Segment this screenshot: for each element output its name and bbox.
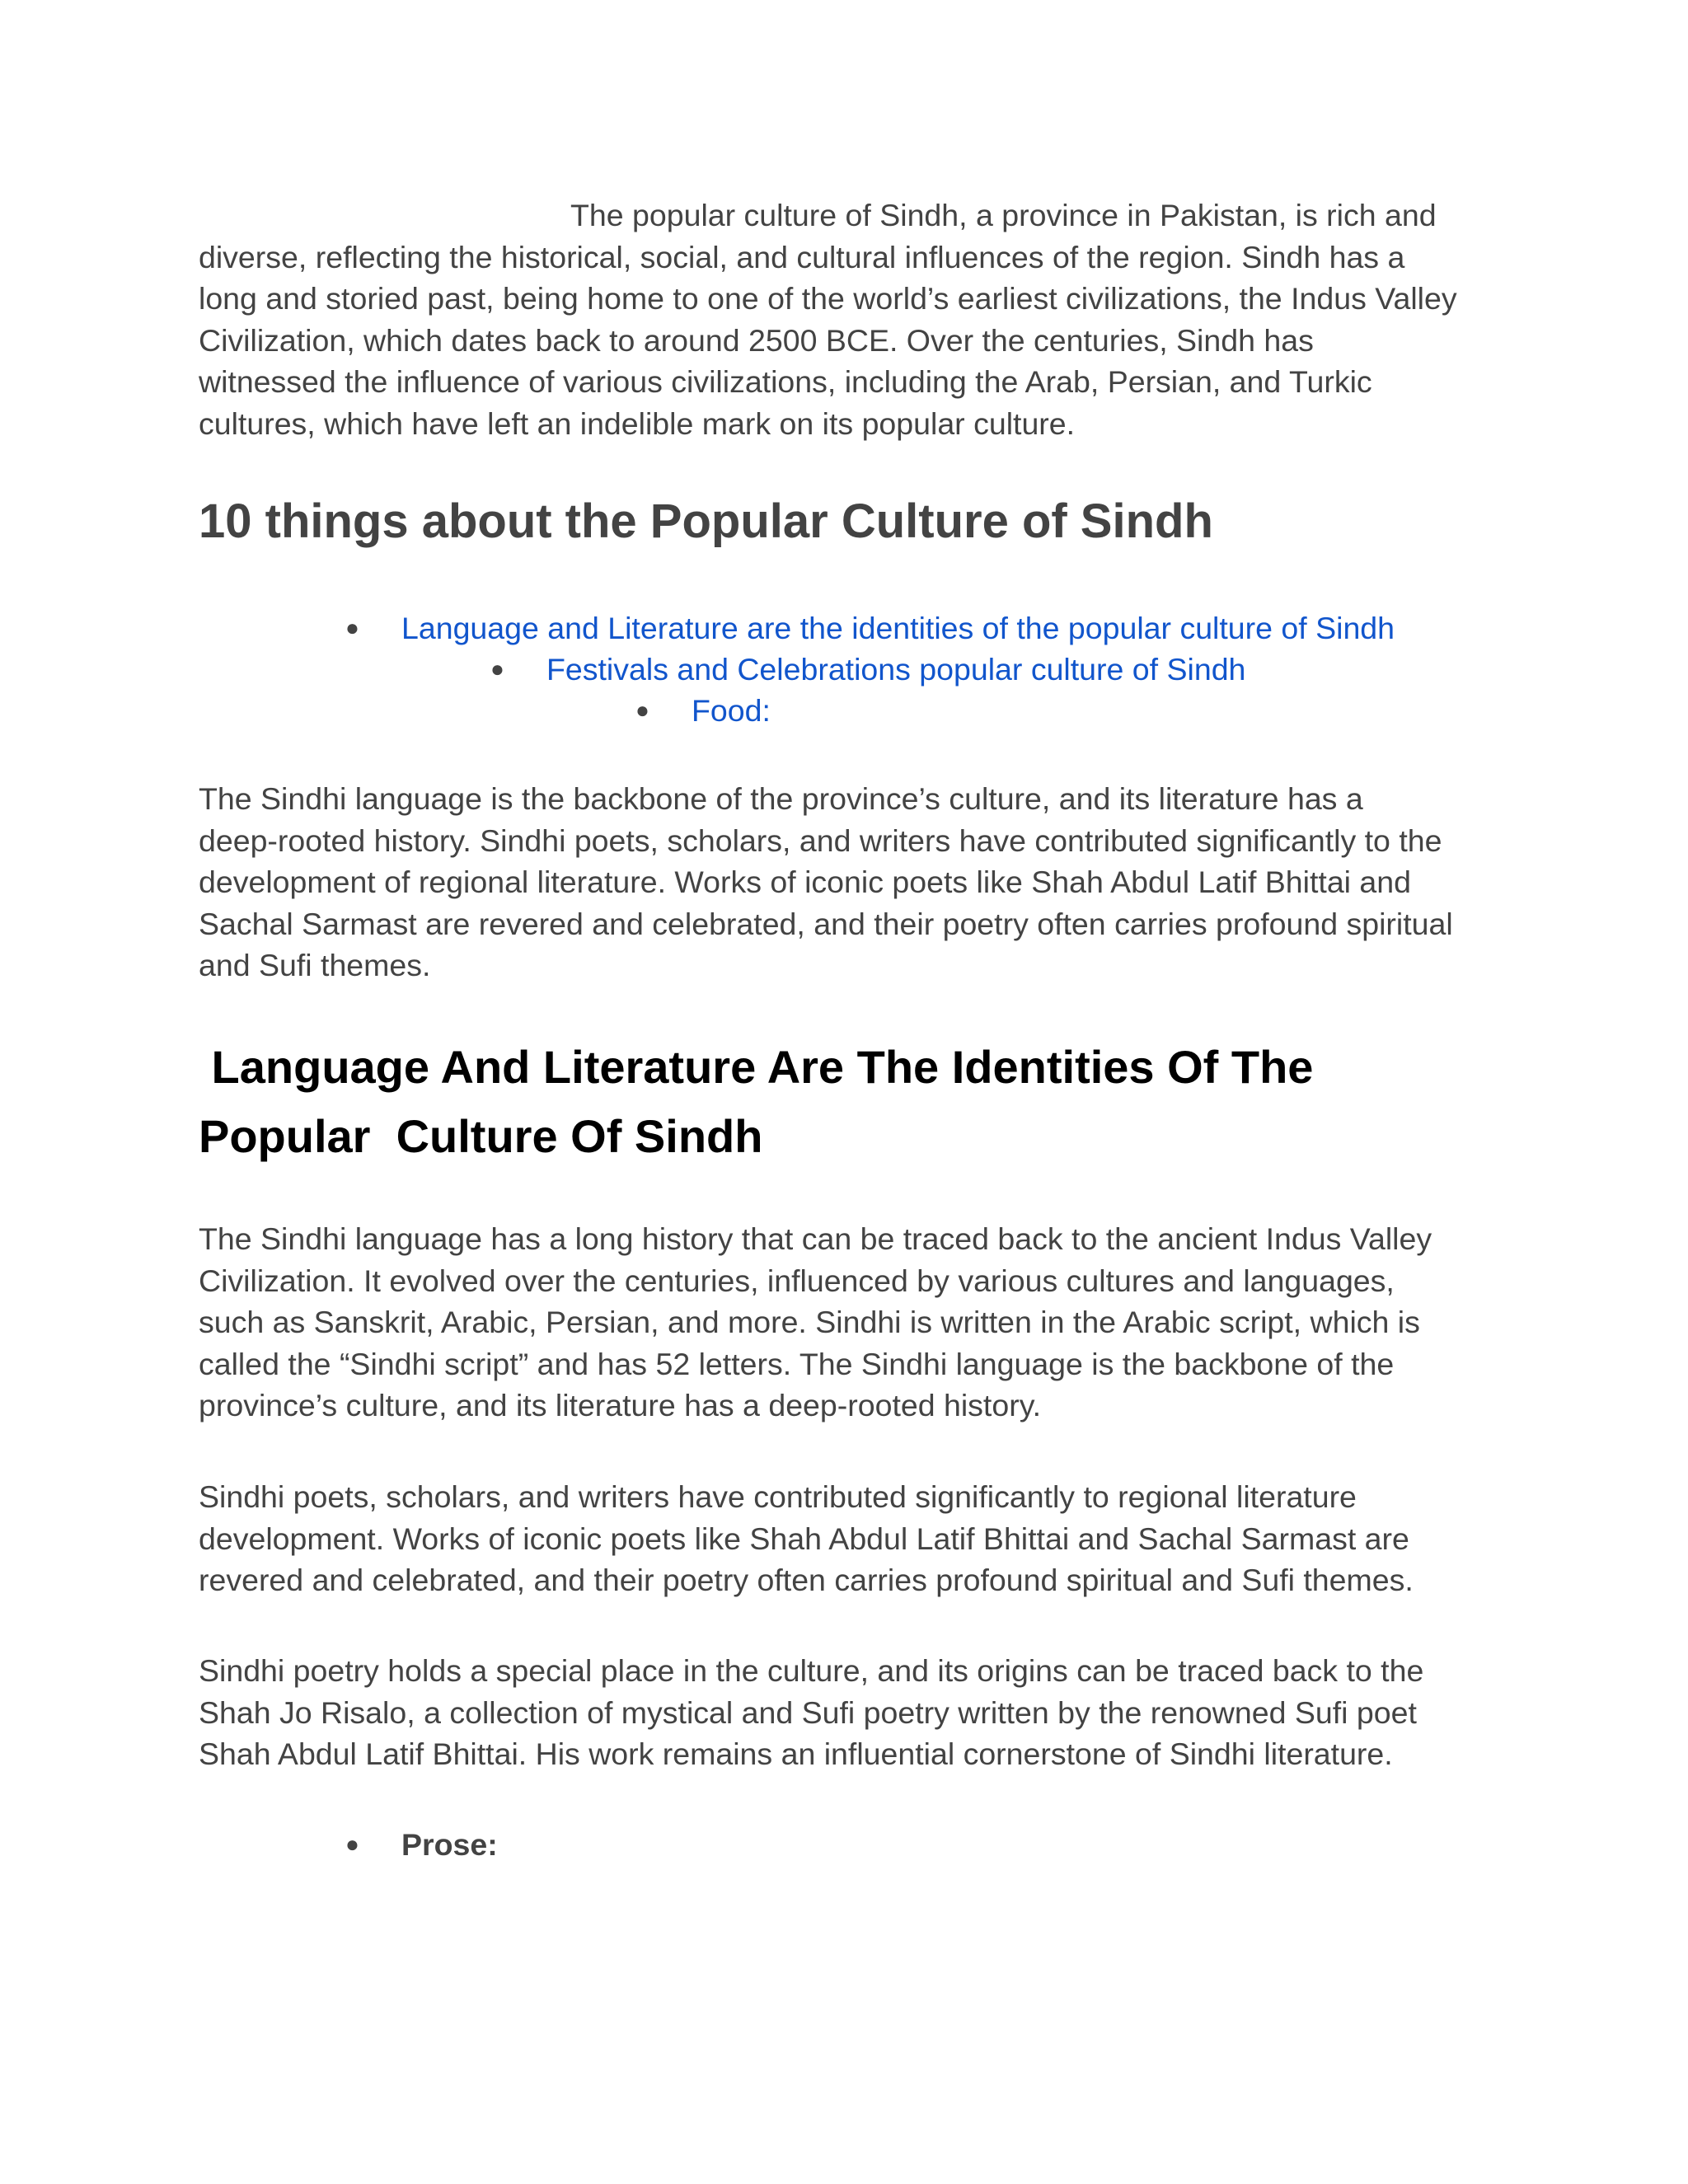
- intro-paragraph: [199, 194, 1493, 444]
- paragraph-line: Sindhi poetry holds a special place in the culture, and its origins can be traced back to the: [199, 1653, 1424, 1688]
- paragraph-line: development. Works of iconic poets like Shah Abdul Latif Bhittai and Sachal Sarmast are: [199, 1521, 1409, 1556]
- language-history-paragraph: [199, 1218, 1493, 1427]
- bullet-icon: ●: [635, 697, 649, 723]
- bullet-icon: ●: [345, 615, 359, 640]
- paragraph-line: Shah Abdul Latif Bhittai. His work remains an influential cornerstone of Sindhi literature.: [199, 1736, 1393, 1771]
- section-heading: [199, 1033, 1313, 1171]
- summary-line: deep-rooted history. Sindhi poets, scholars, and writers have contributed significantly to the: [199, 823, 1442, 858]
- intro-line: diverse, reflecting the historical, social, and cultural influences of the region. Sindh has a: [199, 239, 1405, 274]
- summary-line: development of regional literature. Works of iconic poets like Shah Abdul Latif Bhittai and: [199, 865, 1411, 899]
- intro-line: witnessed the influence of various civilizations, including the Arab, Persian, and Turkic: [199, 364, 1372, 399]
- intro-line: long and storied past, being home to one of the world’s earliest civilizations, the Indus Valley: [199, 281, 1457, 316]
- paragraph-line: called the “Sindhi script” and has 52 letters. The Sindhi language is the backbone of the: [199, 1346, 1395, 1381]
- summary-line: Sachal Sarmast are revered and celebrated, and their poetry often carries profound spiritual: [199, 906, 1453, 941]
- section-heading-line: Popular Culture Of Sindh: [199, 1110, 763, 1162]
- intro-line: Civilization, which dates back to around 2500 BCE. Over the centuries, Sindh has: [199, 322, 1314, 358]
- poetry-paragraph: [199, 1650, 1493, 1775]
- toc-heading: 10 things about the Popular Culture of Sindh: [199, 494, 1213, 548]
- bullet-icon: ●: [345, 1831, 359, 1857]
- summary-paragraph: [199, 778, 1493, 987]
- paragraph-line: Civilization. It evolved over the centuries, influenced by various cultures and languages,: [199, 1263, 1395, 1298]
- intro-line: The popular culture of Sindh, a province in Pakistan, is rich and: [570, 198, 1437, 232]
- intro-line: cultures, which have left an indelible mark on its popular culture.: [199, 405, 1076, 441]
- prose-label: Prose:: [401, 1827, 498, 1862]
- paragraph-line: revered and celebrated, and their poetry often carries profound spiritual and Sufi themes.: [199, 1563, 1414, 1597]
- bullet-icon: ●: [490, 656, 504, 682]
- toc-link[interactable]: Food:: [692, 693, 771, 728]
- section-heading-line: Language And Literature Are The Identities Of The: [199, 1041, 1314, 1093]
- toc-link[interactable]: Language and Literature are the identities of the popular culture of Sindh: [401, 611, 1395, 645]
- summary-line: and Sufi themes.: [199, 948, 431, 982]
- poets-paragraph: [199, 1476, 1493, 1601]
- paragraph-line: Shah Jo Risalo, a collection of mystical and Sufi poetry written by the renowned Sufi poet: [199, 1694, 1417, 1730]
- paragraph-line: Sindhi poets, scholars, and writers have contributed significantly to regional literature: [199, 1479, 1357, 1514]
- paragraph-line: province’s culture, and its literature has a deep-rooted history.: [199, 1388, 1042, 1422]
- paragraph-line: The Sindhi language has a long history that can be traced back to the ancient Indus Valley: [199, 1221, 1432, 1256]
- summary-line: The Sindhi language is the backbone of the province’s culture, and its literature has a: [199, 781, 1363, 816]
- toc-link[interactable]: Festivals and Celebrations popular culture of Sindh: [546, 652, 1246, 687]
- paragraph-line: such as Sanskrit, Arabic, Persian, and more. Sindhi is written in the Arabic script, which is: [199, 1305, 1420, 1339]
